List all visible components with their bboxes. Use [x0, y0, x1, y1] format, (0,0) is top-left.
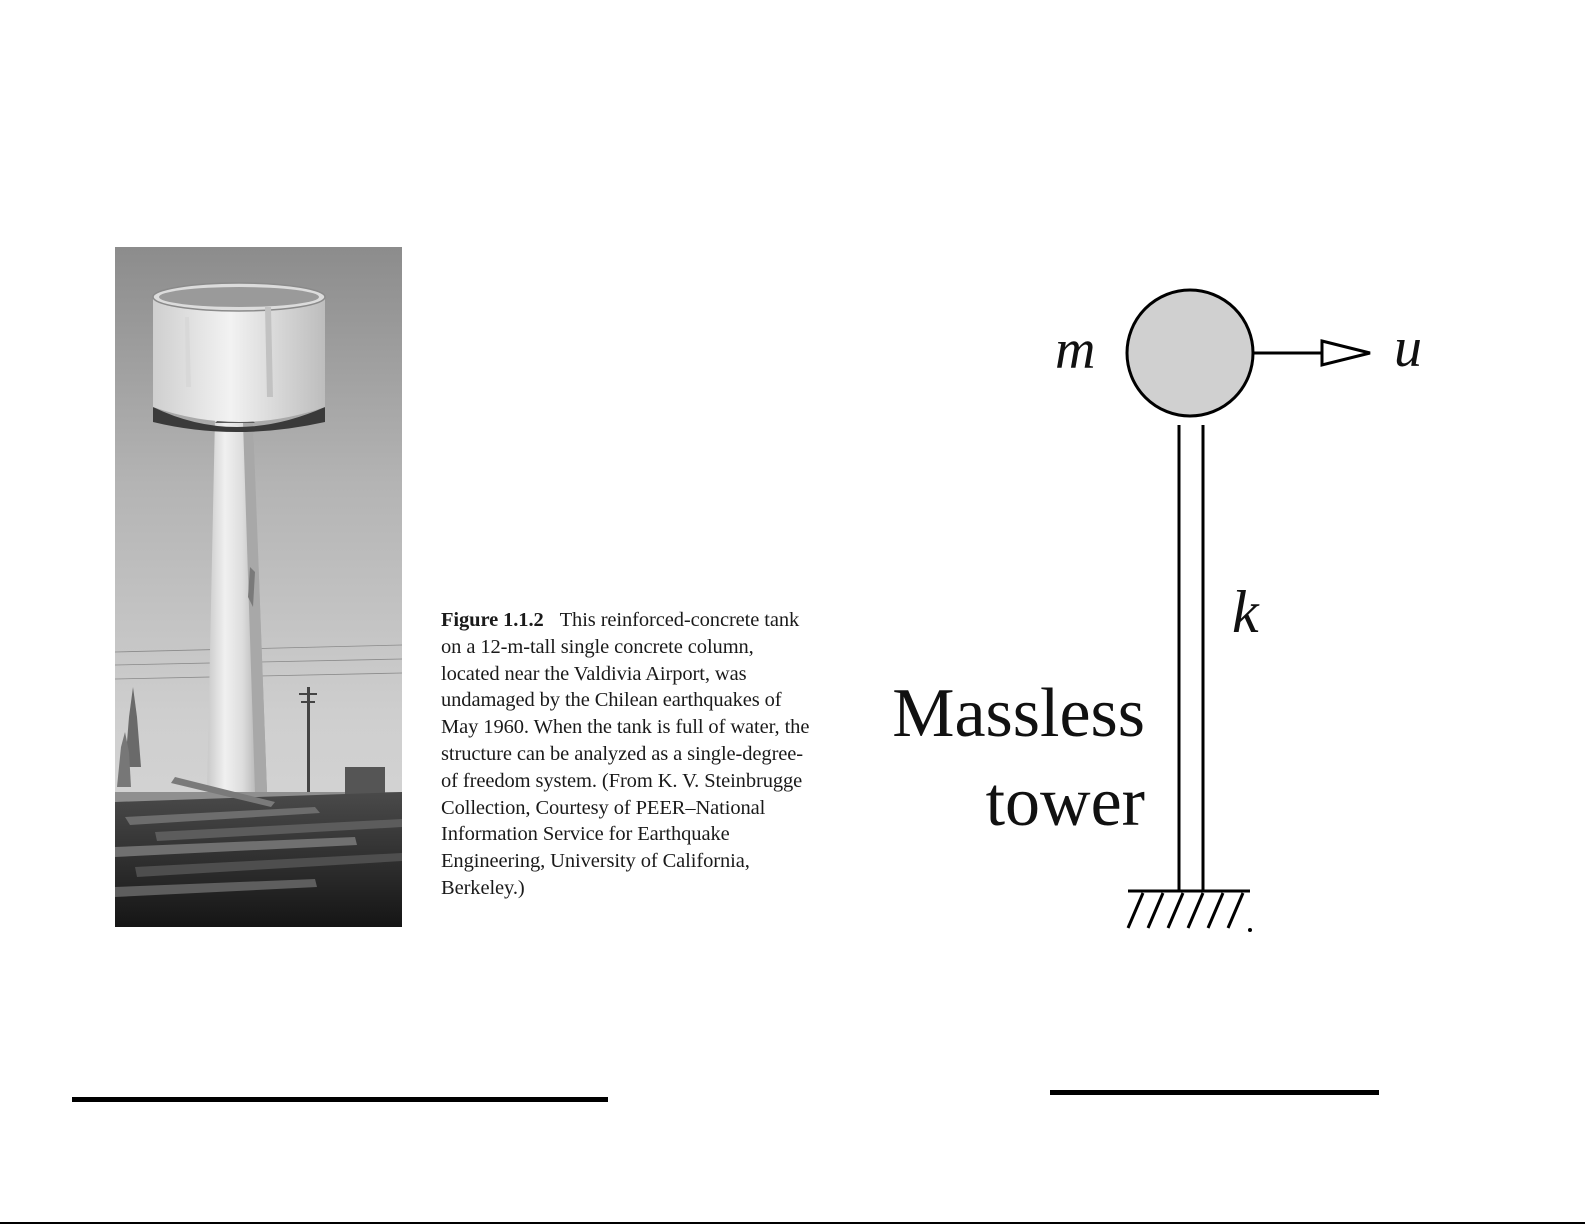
tower-label-line1: Massless — [892, 675, 1145, 752]
displacement-arrow-head — [1322, 341, 1370, 365]
divider-rule-left — [72, 1097, 608, 1102]
figure-caption — [441, 607, 813, 902]
tower-label-line2: tower — [985, 764, 1145, 841]
page-bottom-border — [0, 1222, 1585, 1224]
divider-rule-right — [1050, 1090, 1379, 1095]
water-tower-photo — [115, 247, 402, 927]
fixed-support-hatching — [1128, 893, 1243, 928]
displacement-label: u — [1394, 317, 1422, 379]
caption-text: This reinforced-concrete tank on a 12-m-tall single concrete column, located near the Valdivia Airport, was undamaged by the Chilean earthquakes of May 1960. When the tank is full of water, the structure can be analyzed as a single-degree-of freedom system. (From K. V. Steinbrugge Collection, Courtesy of PEER–National Information Service for Earthquake Engineering, University of California, Berkeley.) — [441, 609, 810, 899]
mass-label: m — [1055, 319, 1096, 381]
figure-label: Figure 1.1.2 — [441, 609, 544, 631]
base-dot — [1248, 928, 1252, 932]
lumped-mass — [1127, 290, 1253, 416]
stiffness-label: k — [1232, 579, 1259, 645]
